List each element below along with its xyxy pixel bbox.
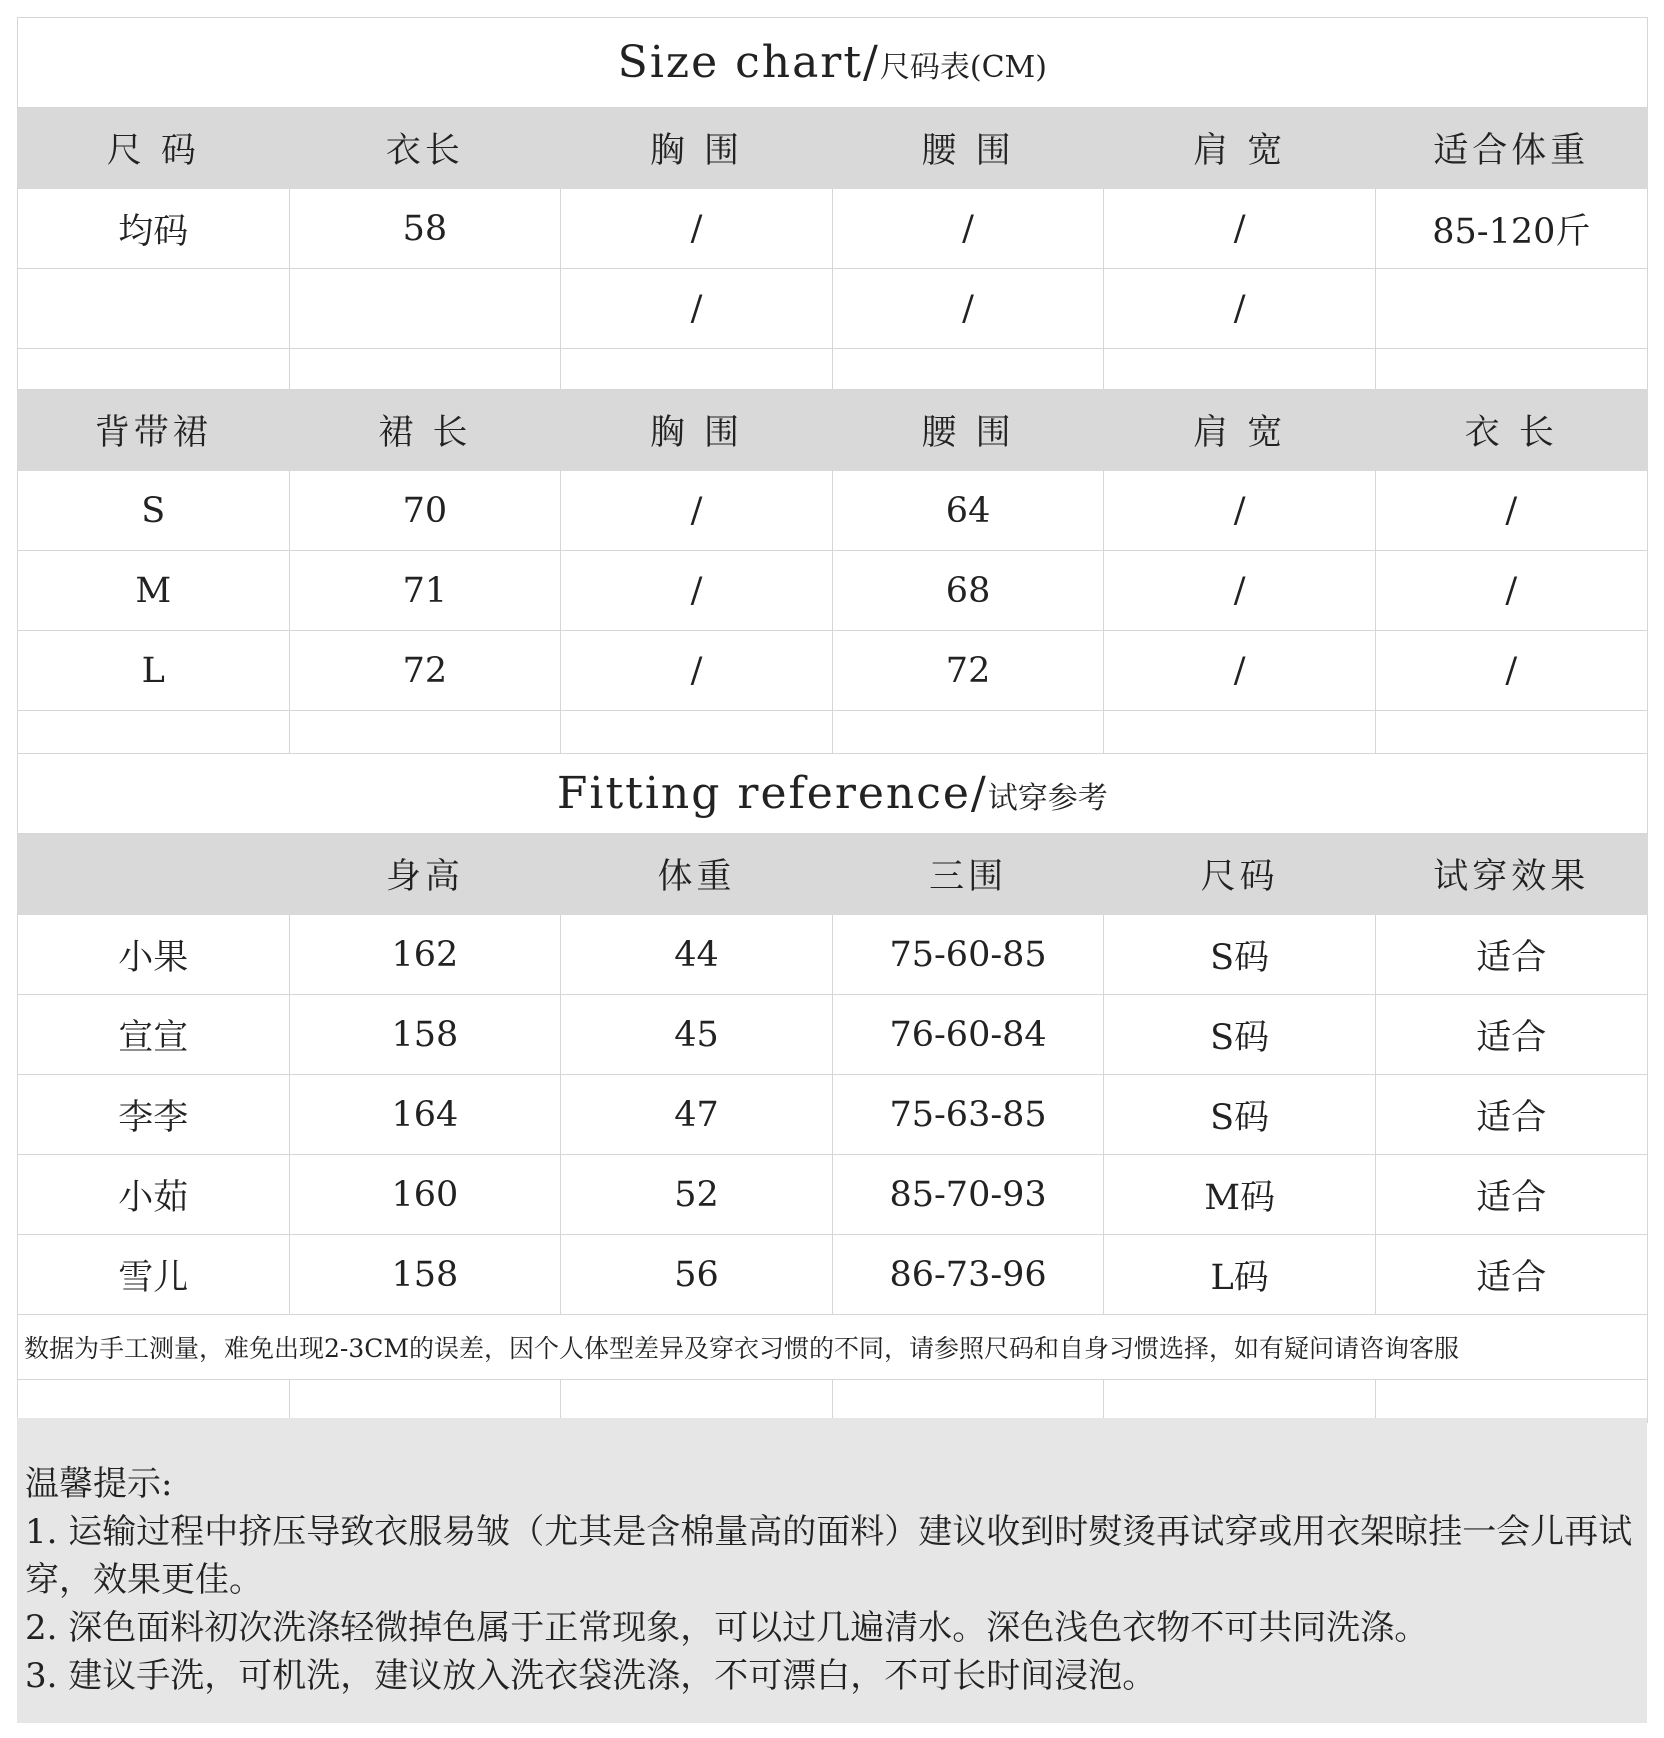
table-cell: 85-120斤 [1375, 189, 1647, 269]
column-header: 体重 [561, 834, 833, 915]
table-cell: 75-63-85 [832, 1075, 1104, 1155]
table-row [18, 915, 1648, 995]
table-row [18, 631, 1648, 711]
table-cell: 158 [289, 1235, 561, 1315]
empty-cell [18, 349, 290, 390]
size-chart-header-row [18, 108, 1648, 189]
table-cell: 158 [289, 995, 561, 1075]
table-cell: 76-60-84 [832, 995, 1104, 1075]
table-cell: 75-60-85 [832, 915, 1104, 995]
empty-cell [289, 349, 561, 390]
table-row [18, 1235, 1648, 1315]
fitting-title [18, 754, 1648, 834]
table-cell: S码 [1104, 995, 1376, 1075]
empty-cell [561, 711, 833, 754]
column-header: 试穿效果 [1375, 834, 1647, 915]
fitting-header-row [18, 834, 1648, 915]
tip-item: 1. 运输过程中挤压导致衣服易皱（尤其是含棉量高的面料）建议收到时熨烫再试穿或用衣架晾挂一会儿再试穿，效果更佳。 [25, 1512, 1633, 1600]
table-cell: 适合 [1375, 1235, 1647, 1315]
table-cell: / [1375, 631, 1647, 711]
tips-heading: 温馨提示: [25, 1464, 173, 1504]
spacer-row [18, 1380, 1648, 1423]
table-cell: 44 [561, 915, 833, 995]
fitting-title-main: Fitting reference/ [556, 768, 988, 819]
measurement-note: 数据为手工测量，难免出现2-3CM的误差，因个人体型差异及穿衣习惯的不同，请参照尺码和自身习惯选择，如有疑问请咨询客服 [18, 1315, 1648, 1380]
size-chart-title [18, 18, 1648, 108]
empty-cell [18, 1380, 290, 1423]
table-cell: 小果 [18, 915, 290, 995]
table-cell: / [832, 189, 1104, 269]
column-header: 裙 长 [289, 390, 561, 471]
empty-cell [832, 349, 1104, 390]
empty-cell [289, 1380, 561, 1423]
column-header [18, 834, 290, 915]
table-row [18, 1075, 1648, 1155]
column-header: 胸 围 [561, 108, 833, 189]
column-header: 肩 宽 [1104, 108, 1376, 189]
column-header: 尺 码 [18, 108, 290, 189]
tips-panel [17, 1418, 1647, 1723]
size-table [17, 17, 1648, 1423]
table-cell: 160 [289, 1155, 561, 1235]
dress-header-row [18, 390, 1648, 471]
table-cell: 雪儿 [18, 1235, 290, 1315]
table-cell: / [561, 471, 833, 551]
table-row [18, 995, 1648, 1075]
table-cell: 45 [561, 995, 833, 1075]
column-header: 腰 围 [832, 108, 1104, 189]
tip-item: 3. 建议手洗，可机洗，建议放入洗衣袋洗涤，不可漂白，不可长时间浸泡。 [25, 1656, 1157, 1696]
empty-cell [289, 711, 561, 754]
fitting-title-row [18, 754, 1648, 834]
table-cell: 均码 [18, 189, 290, 269]
size-sheet [17, 17, 1647, 1423]
table-row [18, 269, 1648, 349]
table-cell: / [1104, 189, 1376, 269]
table-cell: / [1104, 269, 1376, 349]
table-row [18, 1155, 1648, 1235]
empty-cell [1375, 1380, 1647, 1423]
fitting-title-small: 试穿参考 [987, 781, 1108, 816]
table-cell: 164 [289, 1075, 561, 1155]
column-header: 身高 [289, 834, 561, 915]
table-cell: 64 [832, 471, 1104, 551]
table-row [18, 551, 1648, 631]
table-cell: 71 [289, 551, 561, 631]
table-cell: 47 [561, 1075, 833, 1155]
table-cell: / [561, 551, 833, 631]
table-cell [1375, 269, 1647, 349]
spacer-row [18, 349, 1648, 390]
table-cell: / [561, 269, 833, 349]
spacer-row [18, 711, 1648, 754]
table-cell: / [561, 631, 833, 711]
table-row [18, 189, 1648, 269]
table-cell [289, 269, 561, 349]
column-header: 尺码 [1104, 834, 1376, 915]
column-header: 肩 宽 [1104, 390, 1376, 471]
table-cell: 56 [561, 1235, 833, 1315]
size-chart-title-small: 尺码表(CM) [879, 50, 1047, 85]
table-cell: / [1375, 471, 1647, 551]
table-cell: 适合 [1375, 1075, 1647, 1155]
empty-cell [1104, 349, 1376, 390]
empty-cell [1104, 711, 1376, 754]
table-cell: / [1104, 471, 1376, 551]
table-cell: 小茹 [18, 1155, 290, 1235]
table-cell: / [832, 269, 1104, 349]
size-chart-title-main: Size chart/ [617, 37, 880, 88]
table-row [18, 471, 1648, 551]
empty-cell [832, 711, 1104, 754]
table-cell: 68 [832, 551, 1104, 631]
table-cell: M [18, 551, 290, 631]
table-cell: 适合 [1375, 995, 1647, 1075]
empty-cell [832, 1380, 1104, 1423]
table-cell: 52 [561, 1155, 833, 1235]
table-cell: M码 [1104, 1155, 1376, 1235]
table-cell: S [18, 471, 290, 551]
table-cell: 宣宣 [18, 995, 290, 1075]
table-cell: / [1375, 551, 1647, 631]
column-header: 适合体重 [1375, 108, 1647, 189]
tip-item: 2. 深色面料初次洗涤轻微掉色属于正常现象，可以过几遍清水。深色浅色衣物不可共同洗涤。 [25, 1608, 1429, 1648]
empty-cell [18, 711, 290, 754]
table-cell: S码 [1104, 1075, 1376, 1155]
table-cell: 58 [289, 189, 561, 269]
table-cell: / [1104, 551, 1376, 631]
empty-cell [561, 1380, 833, 1423]
column-header: 背带裙 [18, 390, 290, 471]
column-header: 衣 长 [1375, 390, 1647, 471]
table-cell: 162 [289, 915, 561, 995]
table-cell: 适合 [1375, 1155, 1647, 1235]
table-cell: / [1104, 631, 1376, 711]
empty-cell [1104, 1380, 1376, 1423]
empty-cell [561, 349, 833, 390]
column-header: 腰 围 [832, 390, 1104, 471]
empty-cell [1375, 711, 1647, 754]
table-cell: 适合 [1375, 915, 1647, 995]
table-cell: 李李 [18, 1075, 290, 1155]
table-cell: S码 [1104, 915, 1376, 995]
note-row [18, 1315, 1648, 1380]
table-cell: 85-70-93 [832, 1155, 1104, 1235]
table-cell: 86-73-96 [832, 1235, 1104, 1315]
size-chart-title-row [18, 18, 1648, 108]
table-cell: 70 [289, 471, 561, 551]
empty-cell [1375, 349, 1647, 390]
table-cell: / [561, 189, 833, 269]
table-cell: 72 [832, 631, 1104, 711]
table-cell: 72 [289, 631, 561, 711]
table-cell: L码 [1104, 1235, 1376, 1315]
column-header: 胸 围 [561, 390, 833, 471]
table-cell: L [18, 631, 290, 711]
column-header: 三围 [832, 834, 1104, 915]
table-cell [18, 269, 290, 349]
column-header: 衣长 [289, 108, 561, 189]
